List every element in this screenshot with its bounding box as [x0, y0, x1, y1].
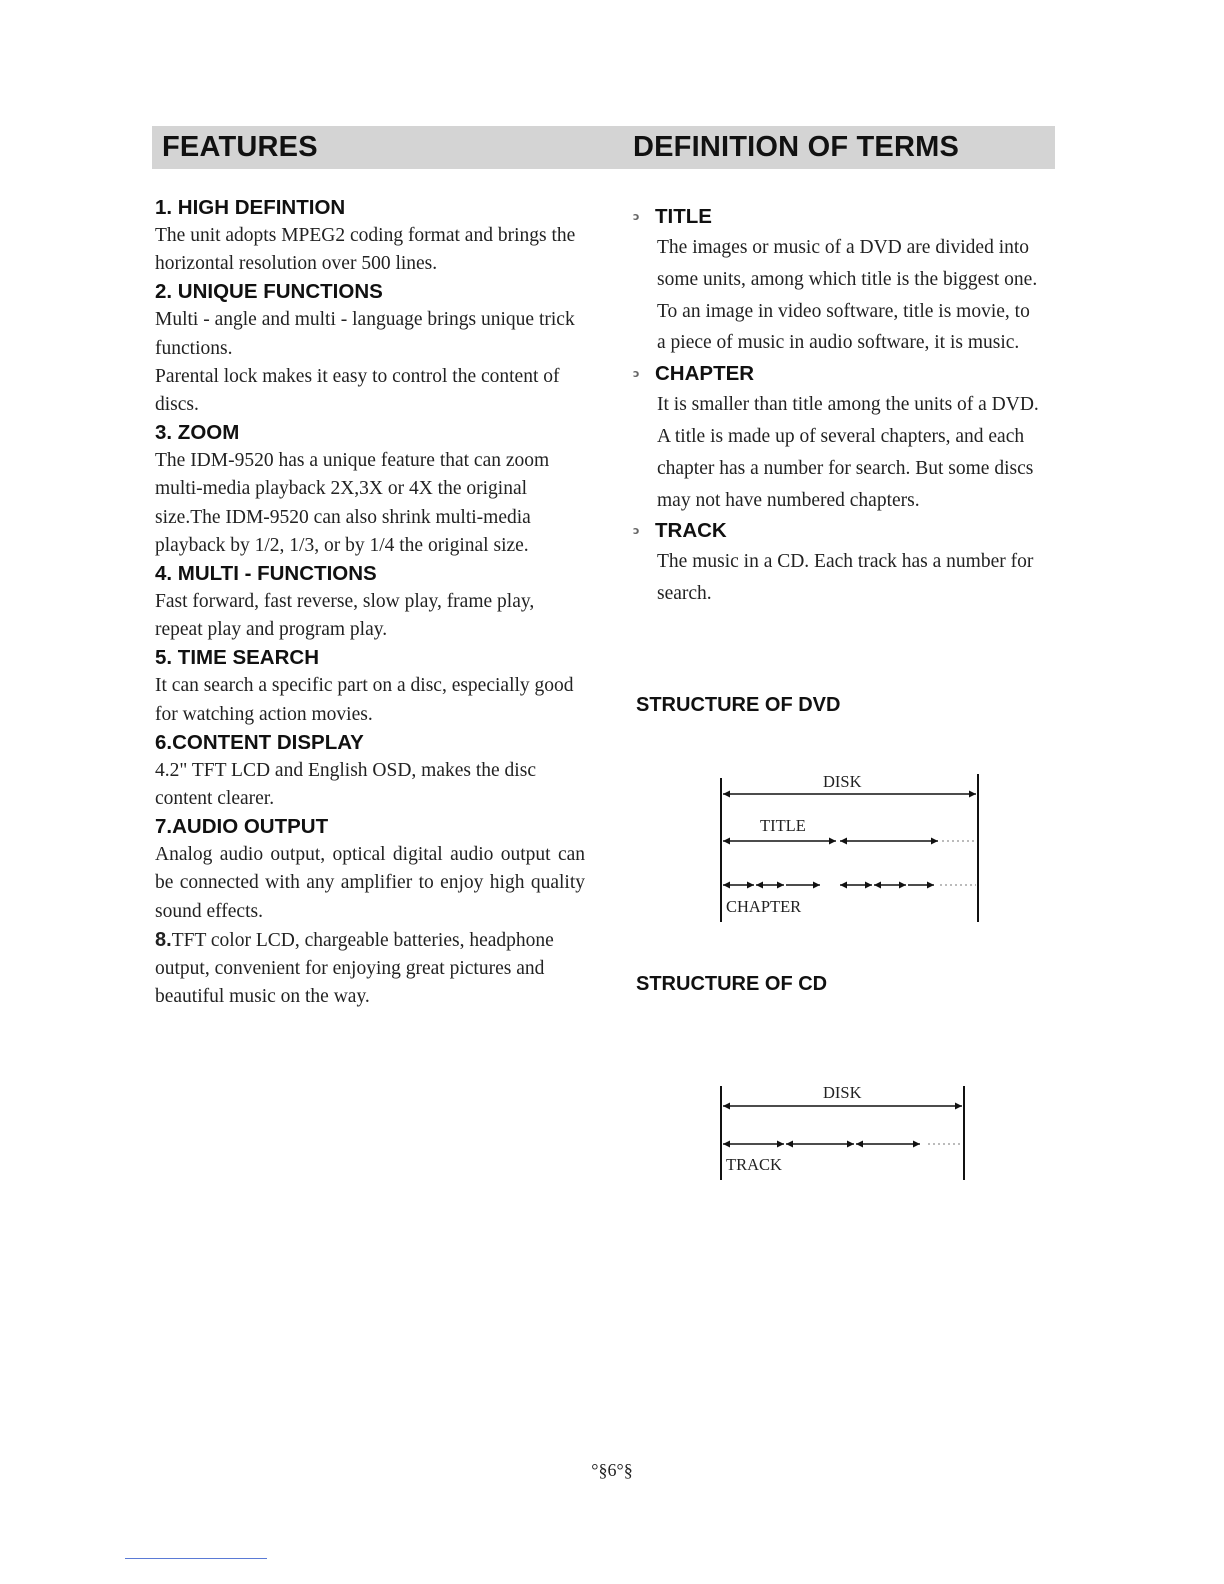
features-column — [155, 194, 585, 1011]
feature-heading: 2. UNIQUE FUNCTIONS — [155, 280, 383, 304]
feature-time-search — [155, 644, 585, 728]
page-number: °§6°§ — [591, 1460, 633, 1480]
footer-rule — [125, 1558, 267, 1559]
feature-unique-functions — [155, 278, 585, 419]
feature-text: Fast forward, fast reverse, slow play, frame play, repeat play and program play. — [155, 591, 535, 641]
bullet-icon: ↄ — [633, 367, 640, 381]
feature-heading: 4. MULTI - FUNCTIONS — [155, 562, 377, 586]
feature-8-text: TFT color LCD, chargeable batteries, headphone output, convenient for enjoying great pictures and beautiful music on the way. — [155, 929, 554, 1008]
term-heading — [633, 516, 1043, 546]
feature-text: It can search a specific part on a disc, especially good for watching action movies. — [155, 675, 574, 725]
structure-of-dvd-heading: STRUCTURE OF DVD — [636, 694, 841, 716]
term-text: The music in a CD. Each track has a number for search. — [657, 551, 1034, 605]
dvd-structure-diagram — [716, 770, 986, 926]
chapter-label: CHAPTER — [726, 897, 802, 916]
features-title: FEATURES — [162, 131, 318, 163]
definition-of-terms-title: DEFINITION OF TERMS — [633, 131, 960, 163]
feature-text: 4.2" TFT LCD and English OSD, makes the disc content clearer. — [155, 759, 536, 810]
feature-text: Multi - angle and multi - language brings unique trick functions. — [155, 309, 575, 359]
term-title — [633, 202, 1043, 359]
structure-of-cd-heading: STRUCTURE OF CD — [636, 973, 828, 995]
bullet-icon: ↄ — [633, 210, 640, 223]
feature-heading: 5. TIME SEARCH — [155, 646, 320, 670]
term-chapter — [633, 359, 1043, 516]
term-text: The images or music of a DVD are divided into some units, among which title is the biggest one. To an image in video software, title is movie, to a piece of music in audio software, it is music. — [657, 237, 1038, 354]
term-heading — [633, 359, 1043, 389]
term-text: It is smaller than title among the units of a DVD. A title is made up of several chapters, and each chapter has a number for search. But some discs may not have numbered chapters. — [657, 394, 1039, 511]
feature-zoom — [155, 419, 585, 560]
feature-heading: 3. ZOOM — [155, 421, 240, 445]
term-heading-label: TITLE — [655, 205, 712, 228]
feature-number: 8. — [155, 928, 172, 951]
disk-label: DISK — [823, 1083, 862, 1102]
feature-audio-output — [155, 813, 585, 926]
feature-heading: 6.CONTENT DISPLAY — [155, 730, 364, 754]
term-heading-label: TRACK — [655, 519, 727, 543]
feature-text: The IDM-9520 has a unique feature that can zoom multi-media playback 2X,3X or 4X the original size.The IDM-9520 can also shrink multi-media playback by 1/2, 1/3, or by 1/4 the original size. — [155, 450, 550, 556]
title-label: TITLE — [760, 816, 806, 835]
disk-label: DISK — [823, 772, 862, 791]
track-label: TRACK — [726, 1155, 782, 1174]
term-track — [633, 516, 1043, 610]
feature-text: Parental lock makes it easy to control the content of discs. — [155, 365, 560, 416]
feature-text: Analog audio output, optical digital audio output can be connected with any amplifier to enjoy high quality sound effects. — [155, 844, 585, 922]
feature-heading: 7.AUDIO OUTPUT — [155, 815, 329, 839]
terms-column — [633, 202, 1043, 610]
cd-structure-diagram — [716, 1082, 971, 1182]
feature-heading: 1. HIGH DEFINTION — [155, 196, 346, 219]
feature-text: The unit adopts MPEG2 coding format and brings the horizontal resolution over 500 lines. — [155, 225, 576, 275]
feature-content-display — [155, 729, 585, 813]
feature-tft-lcd — [155, 926, 585, 1012]
term-heading-label: CHAPTER — [655, 362, 755, 386]
feature-multi-functions — [155, 560, 585, 644]
feature-text — [155, 926, 585, 1012]
feature-high-definition — [155, 194, 585, 278]
term-heading — [633, 202, 1043, 232]
bullet-icon: ↄ — [633, 524, 640, 538]
